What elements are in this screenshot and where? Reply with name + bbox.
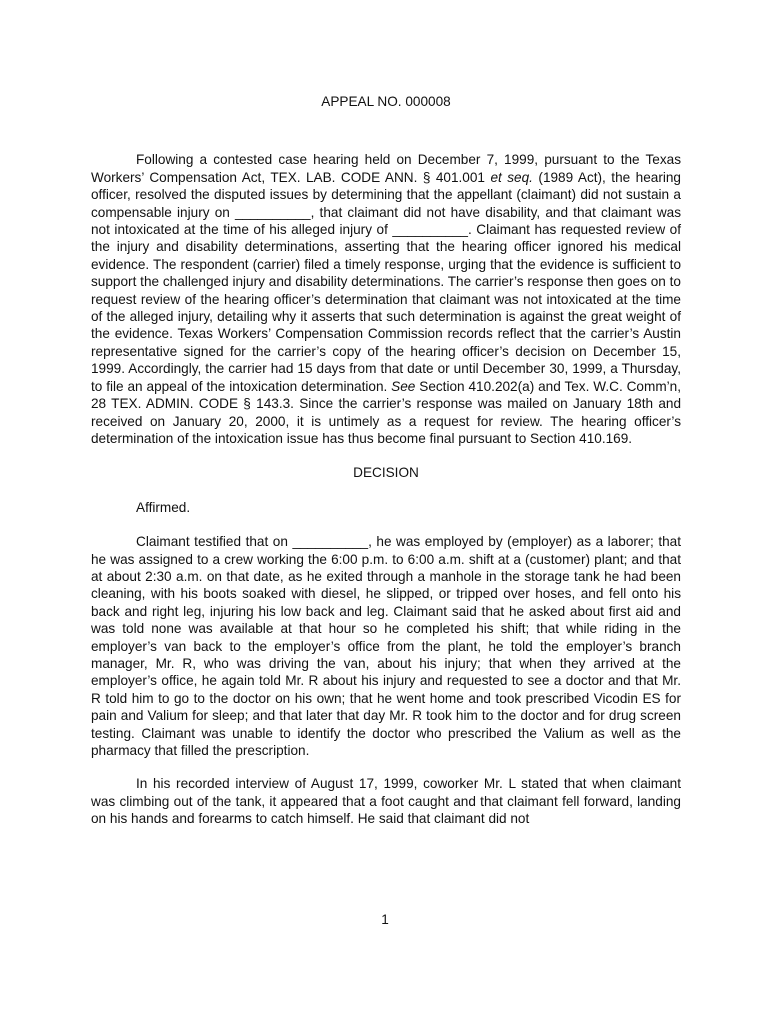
document-page [91, 93, 681, 828]
intro-text-2: (1989 Act), the hearing officer, resolved the disputed issues by determining that the appellant (claimant) did not sustain a compensable injury on __________, that claimant did not have disability, and that claimant was not intoxicated at the time of his alleged injury of __________. Claimant has requested review of the injury and disability determinations, asserting that the hearing officer ignored his medical evidence. The respondent (carrier) filed a timely response, urging that the evidence is sufficient to support the challenged injury and disability determinations. The carrier’s response then goes on to request review of the hearing officer’s determination that claimant was not intoxicated at the time of the alleged injury, detailing why it asserts that such determination is against the great weight of the evidence. Texas Workers’ Compensation Commission records reflect that the carrier’s Austin representative signed for the carrier’s copy of the hearing officer’s decision on December 15, 1999. Accordingly, the carrier had 15 days from that date or until December 30, 1999, a Thursday, to file an appeal of the intoxication determination. [91, 169, 681, 394]
intro-italic-see: See [391, 378, 416, 394]
intro-text-3: Section 410.202(a) and Tex. W.C. Comm’n, 28 TEX. ADMIN. CODE § 143.3. Since the carrier’s response was mailed on January 18th and received on January 20, 2000, it is untimely as a request for review. The hearing officer’s determination of the intoxication issue has thus become final pursuant to Section 410.169. [91, 378, 681, 446]
decision-heading: DECISION [353, 465, 419, 481]
testimony-paragraph: Claimant testified that on __________, he was employed by (employer) as a laborer; that he was assigned to a crew working the 6:00 p.m. to 6:00 a.m. shift at a (customer) plant; and that at about 2:30 a.m. on that date, as he exited through a manhole in the storage tank he had been cleaning, with his boots soaked with diesel, he slipped, or tripped over hoses, and fell onto his back and right leg, injuring his low back and leg. Claimant said that he asked about first aid and was told none was available at that hour so he completed his shift; that while riding in the employer’s van back to the employer’s office from the plant, he told the employer’s branch manager, Mr. R, who was driving the van, about his injury; that when they arrived at the employer’s office, he again told Mr. R about his injury and requested to see a doctor and that Mr. R told him to go to the doctor on his own; that he went home and took prescribed Vicodin ES for pain and Valium for sleep; and that later that day Mr. R took him to the doctor and for drug screen testing. Claimant was unable to identify the doctor who prescribed the Valium as well as the pharmacy that filled the prescription. [91, 534, 681, 758]
page-number: 1 [381, 912, 389, 927]
intro-text-1: Following a contested case hearing held on December 7, 1999, pursuant to the Texas Workers’ Compensation Act, TEX. LAB. CODE ANN. § 401.001 [91, 152, 681, 185]
affirmed-line: Affirmed. [136, 499, 191, 515]
intro-italic-et-seq: et seq. [490, 169, 533, 185]
interview-paragraph: In his recorded interview of August 17, 1999, coworker Mr. L stated that when claimant was climbing out of the tank, it appeared that a foot caught and that claimant fell forward, landing on his hands and forearms to catch himself. He said that claimant did not [91, 776, 681, 827]
intro-paragraph [91, 151, 681, 447]
appeal-title: APPEAL NO. 000008 [321, 94, 451, 109]
